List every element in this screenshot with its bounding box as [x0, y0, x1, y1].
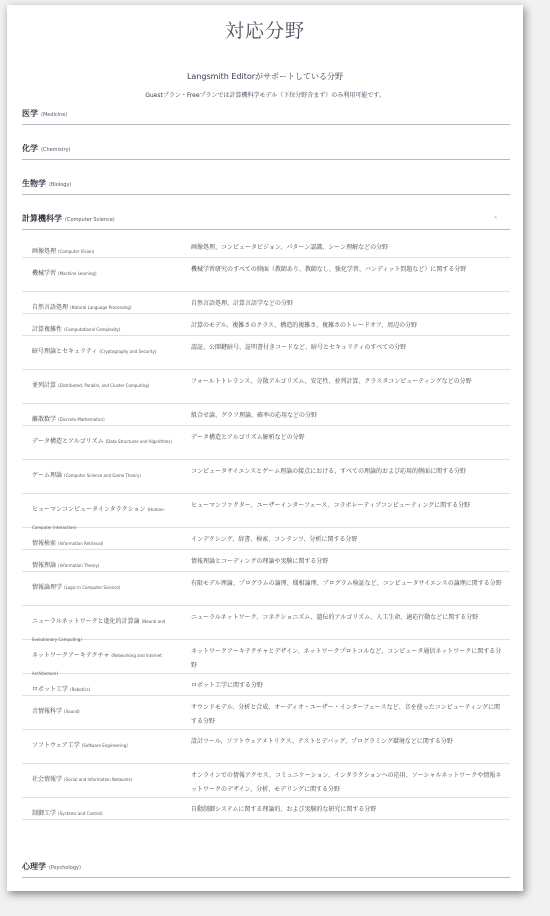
subfield-name-cell — [22, 404, 183, 425]
section-title: 心理学 — [22, 862, 46, 871]
section-subtitle: (Chemistry) — [41, 147, 71, 153]
subfield-english-name: (Computer Science and Game Theory) — [64, 473, 141, 478]
subfield-name-cell — [22, 528, 183, 549]
table-row — [22, 426, 510, 460]
subfield-description: 設計ツール、ソフトウェアメトリクス、テストとデバッグ、プログラミング環境などに関する分野 — [191, 738, 453, 745]
table-row — [22, 572, 510, 606]
subfield-english-name: (Computer Vision) — [58, 249, 95, 254]
subfield-english-name: (Networking and Internet Architecture) — [32, 653, 162, 676]
subfield-description: ヒューマンファクター、ユーザーインターフェース、コラボレーティブコンピューティングに関する分野 — [191, 502, 471, 509]
subfield-description: データ構造とアルゴリズム解析などの分野 — [191, 434, 305, 441]
subfield-name-cell — [22, 764, 183, 797]
table-row — [22, 314, 510, 336]
plan-note: Guestプラン・Freeプランでは計算機科学モデル（下位分野含まず）のみ利用可能です。 — [145, 92, 385, 99]
section-computer-science[interactable] — [22, 210, 510, 230]
subfield-name: 画像処理 — [32, 248, 57, 255]
subfield-name-cell — [22, 640, 183, 676]
subfield-name: ヒューマンコンピュータインタラクション — [32, 506, 146, 513]
subfield-name-cell — [22, 550, 183, 571]
page-subtitle: Langsmith Editorがサポートしている分野 — [186, 72, 344, 81]
subfield-english-name: (Machine Learning) — [58, 271, 97, 276]
table-row — [22, 494, 510, 528]
table-row — [22, 640, 510, 674]
subfield-english-name: (Neural and Evolutionary Computing) — [32, 619, 166, 642]
subfield-description: サウンドモデル、分析と合成、オーディオ・ユーザー・インターフェースなど、音を使ったコンピューティングに関する分野 — [191, 704, 501, 725]
table-row — [22, 404, 510, 426]
subfield-name: 計算複雑性 — [32, 326, 63, 333]
subfield-name: ネットワークアーキテクチャ — [32, 652, 110, 659]
subfield-english-name: (Systems and Control) — [58, 811, 103, 816]
subfield-name-cell — [22, 258, 183, 291]
subfield-name-cell — [22, 292, 183, 313]
cs-subfield-table — [22, 236, 510, 820]
subfield-english-name: (Natural Language Processing) — [70, 305, 132, 310]
section-title: 計算機科学 — [22, 214, 62, 223]
subfield-description: ネットワークアーキテクチャとデザイン、ネットワークプロトコルなど、コンピュータ通信ネットワークに関する分野 — [191, 648, 502, 669]
table-row — [22, 258, 510, 292]
subfield-name: ニューラルネットワークと進化的計算論 — [32, 618, 140, 625]
subfield-description: インデクシング、辞書、検索、コンテンツ、分析に関する分野 — [191, 536, 358, 543]
subfield-english-name: (Robotics) — [70, 687, 91, 692]
chevron-up-icon[interactable]: ⌃ — [492, 216, 498, 223]
subfield-name: 社会情報学 — [32, 776, 63, 783]
subfield-name: 並列計算 — [32, 382, 57, 389]
section-subtitle: (Psychology) — [49, 865, 81, 871]
subfield-name: ロボット工学 — [32, 686, 69, 693]
subfield-name: 情報検索 — [32, 540, 57, 547]
section-subtitle: (Biology) — [49, 182, 72, 188]
subfield-description: 有限モデル理論、プログラムの論理、様相論理、プログラム検証など、コンピュータサイエンスの論理に関する分野 — [191, 580, 502, 587]
subfield-name-cell — [22, 730, 183, 763]
subfield-name-cell — [22, 572, 183, 605]
subfield-name-cell — [22, 606, 183, 642]
subfield-english-name: (Human-Computer Interaction) — [32, 507, 165, 530]
subfield-english-name: (Data Structures and Algorithms) — [105, 439, 173, 444]
table-row — [22, 764, 510, 798]
table-row — [22, 236, 510, 258]
table-row — [22, 606, 510, 640]
subfield-english-name: (Distributed, Parallel, and Cluster Computing) — [58, 383, 150, 388]
subfield-english-name: (Cryptography and Security) — [99, 349, 157, 354]
subfield-description: 情報理論とコーディングの理論や実験に関する分野 — [191, 558, 329, 565]
subfield-english-name: (Computational Complexity) — [64, 327, 121, 332]
subfield-description: 自動制御システムに関する理論的、および実験的な研究に関する分野 — [191, 806, 377, 813]
subfield-name: 制御工学 — [32, 810, 57, 817]
subfield-name-cell — [22, 460, 183, 493]
subfield-description: 自然言語処理、計算言語学などの分野 — [191, 300, 294, 307]
subfield-name: 自然言語処理 — [32, 304, 69, 311]
subfield-name-cell — [22, 494, 183, 530]
subfield-name-cell — [22, 314, 183, 335]
subfield-description: ニューラルネットワーク、コネクショニズム、遺伝的アルゴリズム、人工生命、適応行動などに関する分野 — [191, 614, 479, 621]
subfield-name: 情報理論 — [32, 562, 57, 569]
section-biology[interactable] — [22, 175, 510, 195]
table-row — [22, 550, 510, 572]
content-card — [7, 5, 523, 891]
subfield-name: 情報論理学 — [32, 584, 63, 591]
subfield-name: ソフトウェア工学 — [32, 742, 80, 749]
table-row — [22, 798, 510, 820]
section-title: 化学 — [22, 144, 38, 153]
table-row — [22, 336, 510, 370]
subfield-name-cell — [22, 696, 183, 729]
table-row — [22, 696, 510, 730]
subfield-name: データ構造とアルゴリズム — [32, 438, 104, 445]
subfield-name-cell — [22, 236, 183, 257]
table-row — [22, 674, 510, 696]
subfield-english-name: (Information Retrieval) — [58, 541, 104, 546]
section-title: 医学 — [22, 109, 38, 118]
subfield-name: 離散数学 — [32, 416, 57, 423]
subfield-name-cell — [22, 370, 183, 403]
subfield-name-cell — [22, 336, 183, 369]
subfield-name: 機械学習 — [32, 270, 57, 277]
subfield-english-name: (Social and Information Networks) — [64, 777, 133, 782]
subfield-description: コンピュータサイエンスとゲーム理論の接点における、すべての理論的および応用的側面に関する分野 — [191, 468, 467, 475]
subfield-english-name: (Information Theory) — [58, 563, 100, 568]
section-subtitle: (Medicine) — [41, 112, 68, 118]
section-psychology[interactable] — [22, 858, 510, 878]
table-row — [22, 460, 510, 494]
section-chemistry[interactable] — [22, 140, 510, 160]
subfield-english-name: (Discrete Mathematics) — [58, 417, 105, 422]
page-title: 対応分野 — [224, 20, 305, 42]
subfield-description: 計算のモデル、複雑さのクラス、構造的複雑さ、複雑さのトレードオフ、周辺の分野 — [191, 322, 418, 329]
table-row — [22, 370, 510, 404]
subfield-description: ロボット工学に関する分野 — [191, 682, 264, 689]
subfield-description: フォールトトレランス、分散アルゴリズム、安定性、並列計算、クラスタコンピューティングなどの分野 — [191, 378, 472, 385]
subfield-name-cell — [22, 674, 183, 695]
subfield-name-cell — [22, 426, 183, 459]
subfield-name: 音情報科学 — [32, 708, 63, 715]
table-row — [22, 528, 510, 550]
subfield-name-cell — [22, 798, 183, 819]
section-medicine[interactable] — [22, 105, 510, 125]
table-row — [22, 730, 510, 764]
subfield-description: 機械学習研究のすべての側面（教師あり、教師なし、強化学習、バンディット問題など）に関する分野 — [191, 266, 467, 273]
subfield-description: 組合せ論、グラフ理論、確率の応用などの分野 — [191, 412, 318, 419]
subfield-description: 認証、公開鍵暗号、証明書付きコードなど、暗号とセキュリティのすべての分野 — [191, 344, 407, 351]
section-title: 生物学 — [22, 179, 46, 188]
subfield-name: ゲーム理論 — [32, 472, 63, 479]
subfield-english-name: (Logic in Computer Science) — [64, 585, 121, 590]
subfield-name: 暗号理論とセキュリティ — [32, 348, 98, 355]
subfield-description: オンラインでの情報アクセス、コミュニケーション、インタラクションへの応用、ソーシャルネットワークや情報ネットワークのデザイン、分析、モデリングに関する分野 — [191, 772, 502, 793]
section-subtitle: (Computer Science) — [65, 217, 115, 223]
subfield-english-name: (Sound) — [64, 709, 80, 714]
subfield-description: 画像処理、コンピュータビジョン、パターン認識、シーン理解などの分野 — [191, 244, 389, 251]
table-row — [22, 292, 510, 314]
subfield-english-name: (Software Engineering) — [81, 743, 128, 748]
